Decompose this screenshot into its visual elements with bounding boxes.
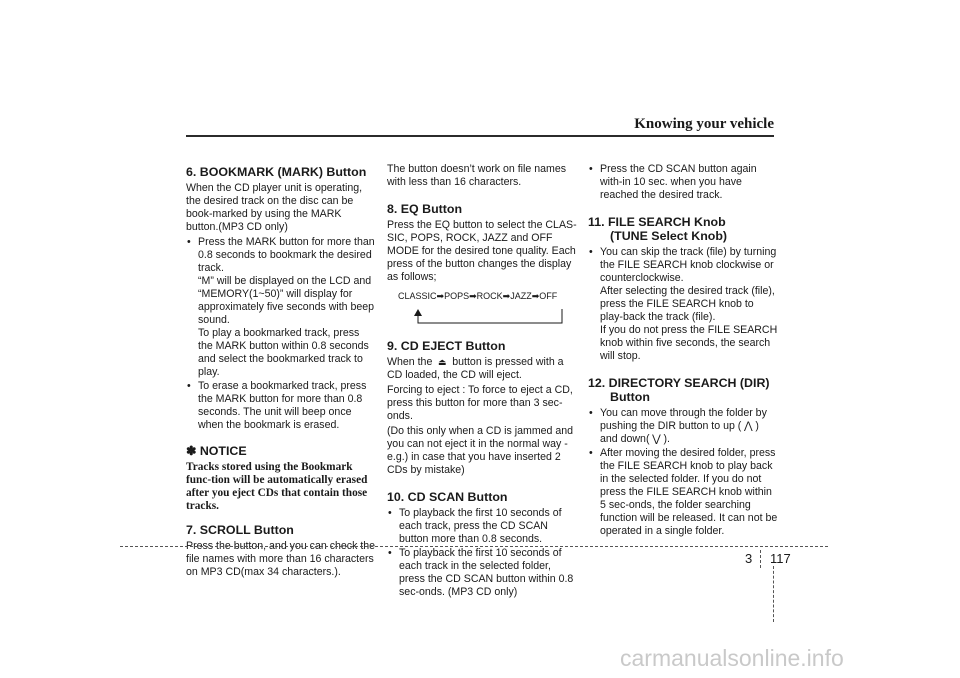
column-3 (588, 163, 778, 539)
eq-mode: JAZZ (510, 291, 532, 301)
list-item (588, 407, 778, 446)
arrow-right-icon: ➡ (502, 291, 511, 301)
list-item (186, 236, 376, 379)
watermark: carmanualsonline.info (620, 645, 844, 671)
section-12-list (588, 407, 778, 538)
page-number: 117 (770, 551, 791, 566)
bullet-subtext: If you do not press the FILE SEARCH knob within five seconds, the search will stop. (600, 324, 778, 362)
section-8-title: 8. EQ Button (387, 202, 463, 216)
bullet-text: You can move through the folder by pushing the DIR button to up ( (600, 407, 767, 432)
section-7-continued: The button doesn’t work on file names with less than 16 characters. (387, 163, 567, 188)
column-1 (186, 152, 376, 581)
section-11-title-line2: (TUNE Select Knob) (610, 229, 728, 243)
section-7-title: 7. SCROLL Button (186, 523, 294, 537)
bullet-text: Press the MARK button for more than 0.8 seconds to bookmark the desired track. (198, 236, 375, 274)
bullet-text: To playback the first 10 seconds of each track in the selected folder, press the CD SCAN button within 0.8 sec-onds. (MP3 CD only) (399, 547, 574, 598)
page-header-title: Knowing your vehicle (634, 116, 774, 132)
section-9-p1-start: When the (387, 356, 433, 368)
section-9-p1 (387, 356, 577, 382)
notice-title: ✽ NOTICE (186, 444, 247, 458)
list-item (387, 507, 577, 546)
section-10-list-continued (588, 163, 778, 202)
bullet-subtext: To play a bookmarked track, press the MARK button within 0.8 seconds and select the bookmarked track to play. (198, 327, 369, 378)
eject-icon: ⏏ (438, 357, 447, 367)
bullet-subtext: After selecting the desired track (file), press the FILE SEARCH knob to play-back the track (file). (600, 285, 775, 323)
chevron-up-icon: ⋀ (743, 420, 753, 432)
bullet-text: You can skip the track (file) by turning the FILE SEARCH knob clockwise or counterclockwise. (600, 246, 777, 284)
section-9-title: 9. CD EJECT Button (387, 339, 506, 353)
footer-rule (120, 546, 828, 547)
crop-mark-vertical (773, 566, 774, 622)
section-number: 3 (745, 551, 753, 566)
arrow-right-icon: ➡ (436, 291, 445, 301)
section-6-list (186, 236, 376, 432)
eq-mode: POPS (444, 291, 470, 301)
section-6-intro: When the CD player unit is operating, the desired track on the disc can be book-marked by using the MARK button.(MP3 CD only) (186, 182, 363, 233)
section-11-title-line1: 11. FILE SEARCH Knob (588, 215, 726, 229)
section-12-title (588, 376, 778, 404)
list-item (588, 447, 778, 538)
footer-divider (760, 550, 761, 568)
section-11-list (588, 246, 778, 363)
list-item (588, 246, 778, 363)
section-9-p3: (Do this only when a CD is jammed and you can not eject it in the normal way - e.g.) in case that you have inserted 2 CDs by mistake) (387, 425, 574, 476)
section-12-title-line2: Button (610, 390, 650, 404)
bullet-text: ) and down( (600, 420, 759, 445)
section-7-body: Press the button, and you can check the file names with more than 16 characters on MP3 CD(max 34 characters.). (186, 540, 376, 578)
eq-mode: OFF (539, 291, 558, 301)
section-9-p1-end: button is pressed with a CD loaded, the CD will eject. (387, 356, 564, 381)
section-6-title: 6. BOOKMARK (MARK) Button (186, 165, 367, 179)
bullet-text: ). (663, 433, 670, 445)
arrow-right-icon: ➡ (531, 291, 540, 301)
bullet-text: After moving the desired folder, press the FILE SEARCH knob to play back in the selected folder. If you do not press the FILE SEARCH knob within 5 sec-onds, the folder searching function will be released. It can not be operated in a single folder. (600, 447, 778, 537)
column-2 (387, 163, 577, 600)
eq-loop-arrow-icon (395, 309, 565, 327)
eq-mode: ROCK (476, 291, 503, 301)
bullet-text: To playback the first 10 seconds of each track, press the CD SCAN button more than 0.8 seconds. (399, 507, 562, 545)
arrow-right-icon: ➡ (469, 291, 477, 301)
chevron-down-icon: ⋁ (652, 433, 661, 445)
notice-body: Tracks stored using the Bookmark func-tion will be automatically erased after you eject CDs that contain those tracks. (186, 461, 368, 512)
header-rule (186, 135, 774, 137)
section-12-title-line1: 12. DIRECTORY SEARCH (DIR) (588, 376, 770, 390)
bullet-text: To erase a bookmarked track, press the MARK button for more than 0.8 seconds. The unit will beep once when the bookmark is erased. (198, 380, 367, 431)
eq-mode-sequence (398, 290, 577, 303)
section-11-title (588, 215, 778, 243)
section-9-p2: Forcing to eject : To force to eject a CD, press this button for more than 3 sec-onds. (387, 384, 573, 422)
list-item (588, 163, 778, 202)
list-item (387, 547, 577, 599)
list-item (186, 380, 376, 432)
section-8-body: Press the EQ button to select the CLAS-SIC, POPS, ROCK, JAZZ and OFF MODE for the desired tone quality. Each press of the button changes the display as follows; (387, 219, 577, 283)
section-10-title: 10. CD SCAN Button (387, 490, 508, 504)
eq-mode: CLASSIC (398, 291, 437, 301)
bullet-text: Press the CD SCAN button again with-in 10 sec. when you have reached the desired track. (600, 163, 757, 201)
section-10-list (387, 507, 577, 599)
bullet-subtext: “M” will be displayed on the LCD and “MEMORY(1~50)” will display for approximately five seconds with beep sound. (198, 275, 375, 326)
